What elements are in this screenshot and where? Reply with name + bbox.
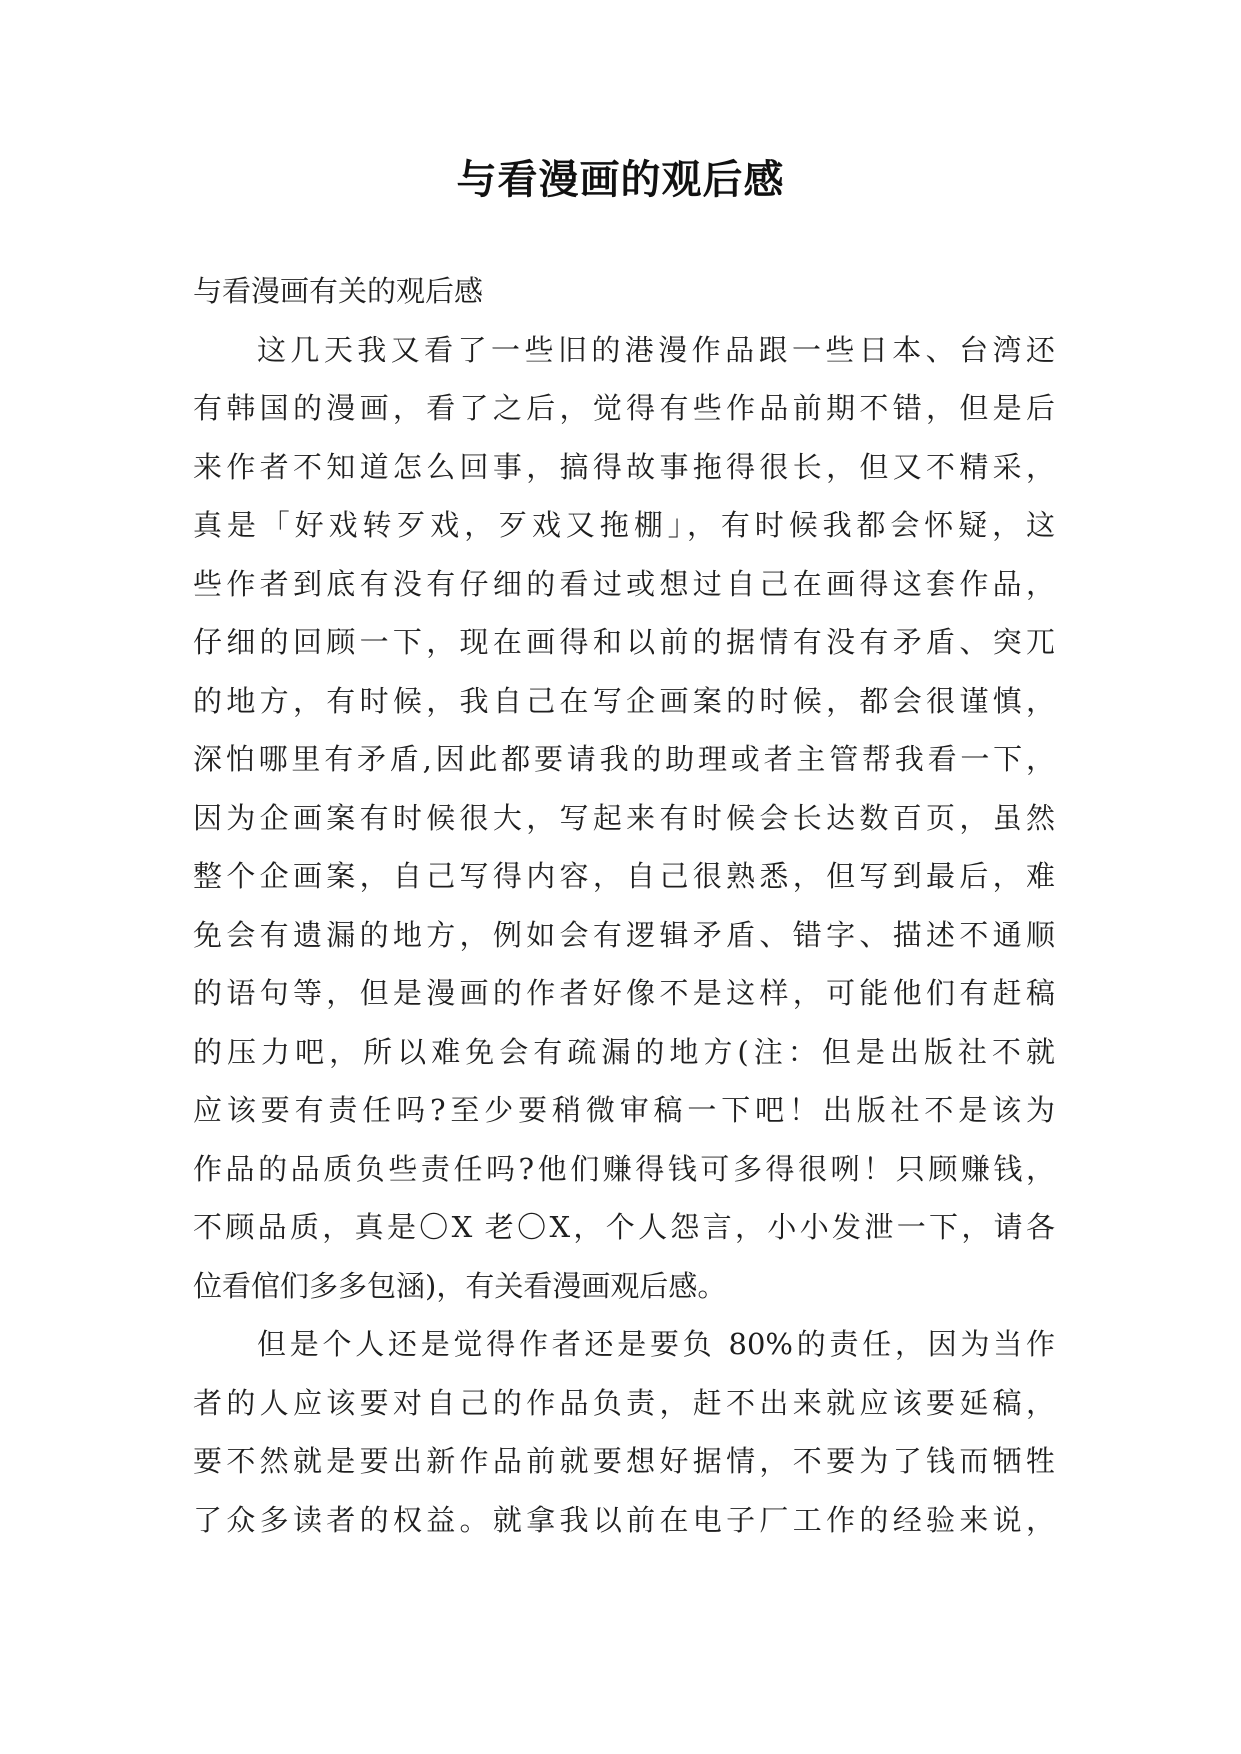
text-line: 不顾品质，真是〇X 老〇X，个人怨言，小小发泄一下，请各 <box>193 1210 1055 1244</box>
text-line: 的压力吧，所以难免会有疏漏的地方(注：但是出版社不就 <box>193 1034 1055 1069</box>
text-line: 了众多读者的权益。就拿我以前在电子厂工作的经验来说， <box>193 1502 1055 1537</box>
document-subtitle: 与看漫画有关的观后感 <box>193 274 484 308</box>
text-line: 些作者到底有没有仔细的看过或想过自己在画得这套作品， <box>193 566 1055 601</box>
text-line: 有韩国的漫画，看了之后，觉得有些作品前期不错，但是后 <box>193 391 1055 425</box>
text-line: 应该要有责任吗?至少要稍微审稿一下吧！出版社不是该为 <box>193 1093 1055 1127</box>
paragraph <box>193 1315 1055 1549</box>
paragraph <box>193 321 1055 1316</box>
text-line: 来作者不知道怎么回事，搞得故事拖得很长，但又不精采， <box>193 449 1055 484</box>
text-line: 但是个人还是觉得作者还是要负 80%的责任，因为当作 <box>257 1327 1055 1361</box>
text-line: 的地方，有时候，我自己在写企画案的时候，都会很谨慎， <box>193 683 1055 718</box>
text-line: 免会有遗漏的地方，例如会有逻辑矛盾、错字、描述不通顺 <box>193 917 1055 952</box>
text-line: 因为企画案有时候很大，写起来有时候会长达数百页，虽然 <box>193 800 1055 835</box>
text-line: 要不然就是要出新作品前就要想好据情，不要为了钱而牺牲 <box>193 1444 1055 1478</box>
text-line: 者的人应该要对自己的作品负责，赶不出来就应该要延稿， <box>193 1385 1055 1420</box>
text-line: 真是「好戏转歹戏，歹戏又拖棚」，有时候我都会怀疑，这 <box>193 508 1055 542</box>
text-line: 作品的品质负些责任吗?他们赚得钱可多得很咧！只顾赚钱， <box>193 1151 1055 1186</box>
text-line: 的语句等，但是漫画的作者好像不是这样，可能他们有赶稿 <box>193 976 1055 1010</box>
text-line: 深怕哪里有矛盾,因此都要请我的助理或者主管帮我看一下， <box>193 742 1055 776</box>
text-line: 这几天我又看了一些旧的港漫作品跟一些日本、台湾还 <box>257 332 1055 367</box>
document-title: 与看漫画的观后感 <box>456 156 785 203</box>
text-line: 整个企画案，自己写得内容，自己很熟悉，但写到最后，难 <box>193 859 1055 893</box>
text-line: 仔细的回顾一下，现在画得和以前的据情有没有矛盾、突兀 <box>193 625 1055 659</box>
document-body <box>193 262 1055 1549</box>
text-line: 位看倌们多多包涵)，有关看漫画观后感。 <box>193 1268 727 1303</box>
